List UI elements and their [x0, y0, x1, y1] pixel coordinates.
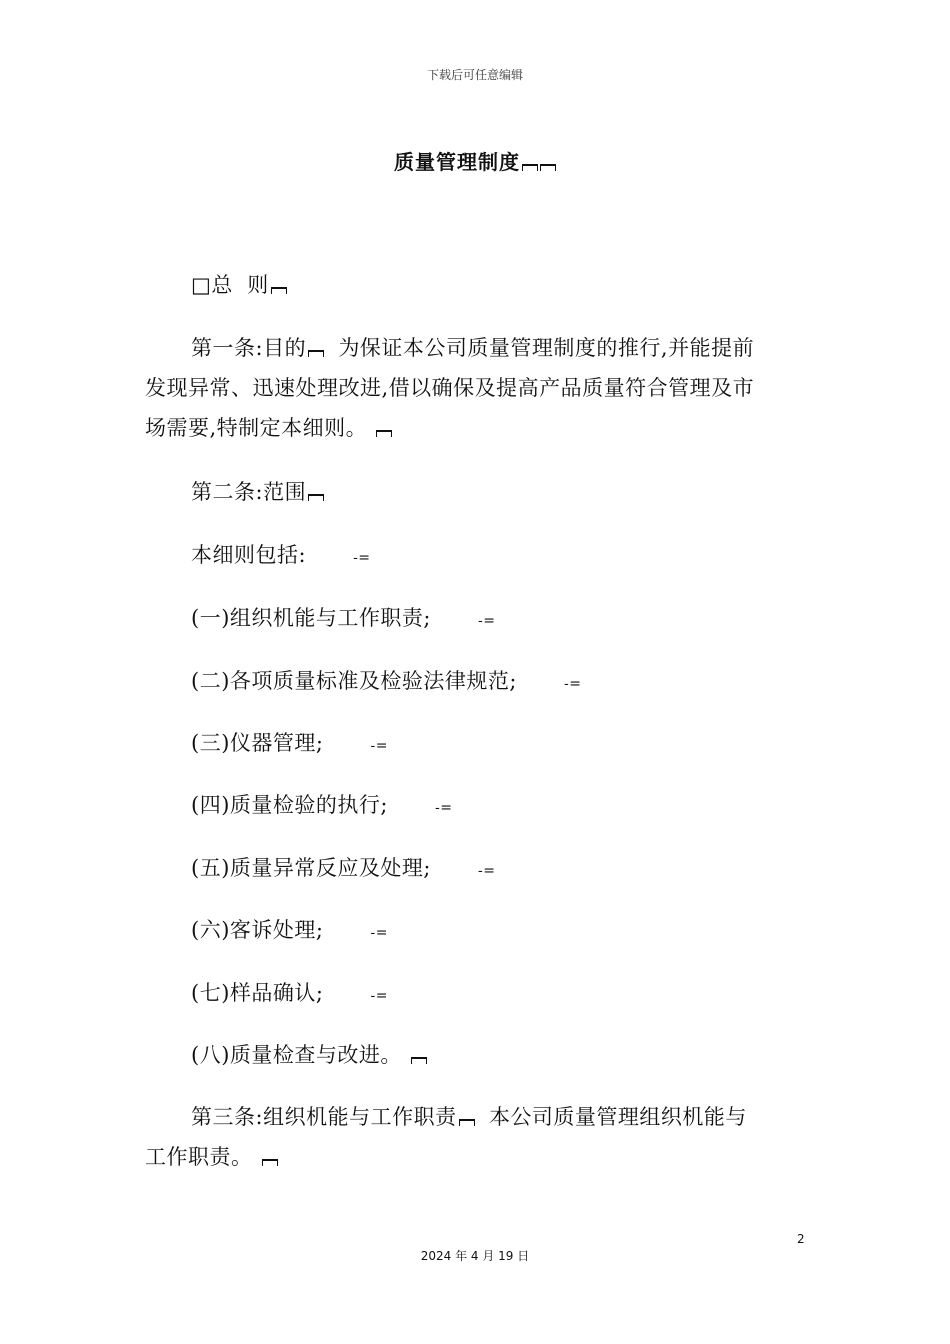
line-break-mark: -=: [434, 800, 453, 816]
article-1-line-2: 发现异常、迅速处理改进,借以确保及提高产品质量符合管理及市: [145, 376, 755, 400]
general-heading-text: □总 则: [191, 273, 269, 297]
article-1: [145, 328, 805, 448]
list-item: [145, 848, 805, 891]
article-1-heading: 第一条:目的: [191, 336, 307, 360]
article-3-body-2: 工作职责。: [145, 1145, 253, 1169]
line-break-mark: -=: [477, 613, 496, 629]
article-3-line-2: [145, 1137, 805, 1177]
list-item-text: (一)组织机能与工作职责;: [191, 606, 431, 630]
line-break-mark: -=: [353, 550, 371, 566]
paragraph-mark: [271, 287, 287, 294]
line-break-mark: -=: [477, 863, 496, 879]
list-item: [145, 973, 805, 1016]
list-item: [145, 910, 805, 953]
header-note: 下载后可任意编辑: [426, 68, 523, 82]
article-1-line-1: [145, 328, 805, 368]
list-item: [145, 661, 805, 704]
list-item-text: (三)仪器管理;: [191, 731, 324, 755]
general-heading: [145, 265, 805, 305]
paragraph-mark: [411, 1057, 427, 1064]
paragraph-mark: [262, 1159, 278, 1166]
article-1-body-1: 为保证本公司质量管理制度的推行,并能提前: [338, 336, 755, 360]
paragraph-mark: [522, 164, 538, 171]
page-number: 2: [797, 1232, 805, 1246]
list-item-text: (五)质量异常反应及处理;: [191, 856, 431, 880]
paragraph-mark: [308, 350, 324, 357]
scope-intro: [145, 535, 805, 578]
document-title-text: 质量管理制度: [394, 150, 520, 174]
paragraph-mark: [376, 430, 392, 437]
list-item-text: (二)各项质量标准及检验法律规范;: [191, 669, 517, 693]
list-item-text: (八)质量检查与改进。: [191, 1043, 402, 1067]
article-3: [145, 1097, 805, 1177]
line-break-mark: -=: [563, 676, 582, 692]
list-item: [145, 1035, 805, 1075]
list-item-text: (六)客诉处理;: [191, 918, 324, 942]
article-2-heading-text: 第二条:范围: [191, 480, 307, 504]
line-break-mark: -=: [370, 738, 388, 754]
document-title: [0, 146, 950, 175]
scope-intro-text: 本细则包括:: [191, 543, 307, 567]
paragraph-mark: [540, 164, 556, 171]
paragraph-mark: [459, 1119, 475, 1126]
line-break-mark: -=: [370, 988, 388, 1004]
article-1-body-3: 场需要,特制定本细则。: [145, 416, 368, 440]
article-1-line-3: [145, 408, 805, 448]
list-item-text: (七)样品确认;: [191, 981, 324, 1005]
paragraph-mark: [308, 494, 324, 501]
article-3-line-1: [145, 1097, 805, 1137]
list-item: [145, 723, 805, 766]
list-item-text: (四)质量检验的执行;: [191, 793, 388, 817]
article-3-heading: 第三条:组织机能与工作职责: [191, 1105, 457, 1129]
article-2-heading: [145, 472, 805, 512]
article-3-body-1: 本公司质量管理组织机能与: [488, 1105, 747, 1129]
list-item: [145, 785, 805, 828]
footer-date: 2024 年 4 月 19 日: [420, 1249, 530, 1263]
list-item: [145, 598, 805, 641]
line-break-mark: -=: [370, 925, 388, 941]
